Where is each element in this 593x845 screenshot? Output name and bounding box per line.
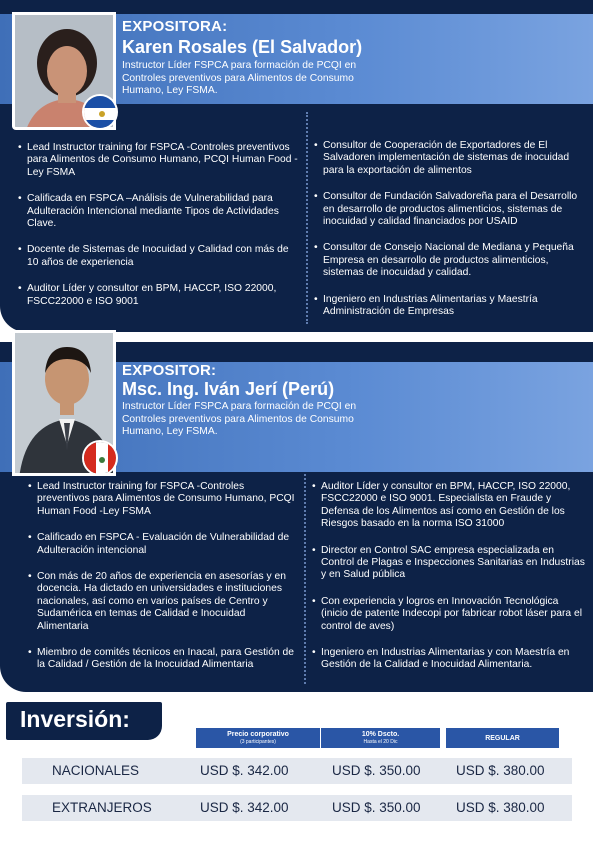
- speaker-name: Msc. Ing. Iván Jerí (Perú): [122, 379, 335, 399]
- list-item: • Con experiencia y logros en Innovación Tecnológica (inicio de patente Indecopi por fabricar robot láser para el control de aves): [312, 596, 588, 633]
- price-header-note: Hasta el 20 Dic: [363, 739, 398, 745]
- speaker-qualifications-left: [18, 142, 300, 322]
- list-item: • Docente de Sistemas de Inocuidad y Calidad con más de 10 años de experiencia: [18, 244, 300, 269]
- list-item: • Miembro de comités técnicos en Inacal, para Gestión de la Calidad / Gestión de la Inocuidad Alimentaria: [28, 647, 298, 672]
- price-header-regular: [446, 728, 559, 748]
- price-value: USD $. 342.00: [200, 800, 289, 815]
- list-item: • Lead Instructor training for FSPCA -Controles preventivos para Alimentos de Consumo Humano, PCQI Human Food -Ley FSMA: [18, 142, 300, 179]
- list-item: • Lead Instructor training for FSPCA -Controles preventivos para Alimentos de Consumo Humano, PCQI Human Food -Ley FSMA: [28, 481, 298, 518]
- speaker-subtitle: Instructor Líder FSPCA para formación de PCQI en Controles preventivos para Alimentos de Consumo Humano, Ley FSMA.: [122, 401, 357, 437]
- list-item: • Consultor de Fundación Salvadoreña para el Desarrollo en desarrollo de productos alimenticios, sistemas de inocuidad y calidad financiados por USAID: [314, 191, 588, 228]
- list-item: • Ingeniero en Industrias Alimentarias y con Maestría en Gestión de la Calidad e Inocuidad Alimentaria.: [312, 647, 588, 672]
- price-value: USD $. 342.00: [200, 763, 289, 778]
- column-divider: [304, 474, 306, 684]
- list-item: • Ingeniero en Industrias Alimentarias y Maestría Administración de Empresas: [314, 294, 588, 319]
- price-value: USD $. 380.00: [456, 763, 545, 778]
- price-header-note: (3 participantes): [240, 739, 276, 745]
- price-value: USD $. 350.00: [332, 763, 421, 778]
- list-item: • Con más de 20 años de experiencia en asesorías y en docencia. Ha dictado en universidades e instituciones nacionales, así como en varios países de Centro y Sudamérica en temas de Calidad e Inocuidad Alimentaria: [28, 571, 298, 633]
- list-item: • Consultor de Cooperación de Exportadores de El Salvadoren implementación de sistemas de inocuidad para la exportación de alimentos: [314, 140, 588, 177]
- speaker-name: Karen Rosales (El Salvador): [122, 37, 363, 57]
- peru-flag-icon: [82, 440, 118, 476]
- list-item: • Calificada en FSPCA –Análisis de Vulnerabilidad para Adulteración Intencional mediante Tipos de Actividades Clave.: [18, 193, 300, 230]
- speaker-role: EXPOSITORA:: [122, 18, 228, 35]
- price-header-label: REGULAR: [485, 735, 520, 742]
- list-item: • Director en Control SAC empresa especializada en Control de Plagas e Inspecciones Sanitarias en Industrias y en Salud pública: [312, 545, 588, 582]
- speaker-subtitle: Instructor Líder FSPCA para formación de PCQI en Controles preventivos para Alimentos de Consumo Humano, Ley FSMA.: [122, 60, 357, 96]
- list-item: • Consultor de Consejo Nacional de Mediana y Pequeña Empresa en desarrollo de productos alimenticios, sistemas de inocuidad y calidad.: [314, 242, 588, 279]
- price-value: USD $. 380.00: [456, 800, 545, 815]
- speaker-role: EXPOSITOR:: [122, 362, 217, 379]
- list-item: • Auditor Líder y consultor en BPM, HACCP, ISO 22000, FSCC22000 e ISO 9001: [18, 283, 300, 308]
- price-header-discount: [321, 728, 440, 748]
- row-label: EXTRANJEROS: [52, 800, 152, 815]
- list-item: • Calificado en FSPCA - Evaluación de Vulnerabilidad de Adulteración intencional: [28, 532, 298, 557]
- row-label: NACIONALES: [52, 763, 140, 778]
- speaker-qualifications-right: [314, 140, 588, 332]
- column-divider: [306, 112, 308, 324]
- price-header-label: 10% Dscto.: [361, 731, 400, 738]
- speaker-panel-1: [0, 0, 593, 332]
- price-row-extranjeros: [22, 795, 572, 821]
- list-item: • Auditor Líder y consultor en BPM, HACCP, ISO 22000, FSCC22000 e ISO 9001. Especialista en Fraude y Defensa de los Alimentos así como en Gestión de los Riesgos basado en la norma ISO 31000: [312, 481, 588, 531]
- price-header-corporate: [196, 728, 320, 748]
- investment-title: Inversión:: [6, 702, 162, 740]
- price-header-label: Precio corporativo: [227, 731, 289, 738]
- el-salvador-flag-icon: [82, 94, 118, 130]
- speaker-qualifications-left: [28, 481, 298, 686]
- speaker-qualifications-right: [312, 481, 588, 686]
- price-row-nacionales: [22, 758, 572, 784]
- price-value: USD $. 350.00: [332, 800, 421, 815]
